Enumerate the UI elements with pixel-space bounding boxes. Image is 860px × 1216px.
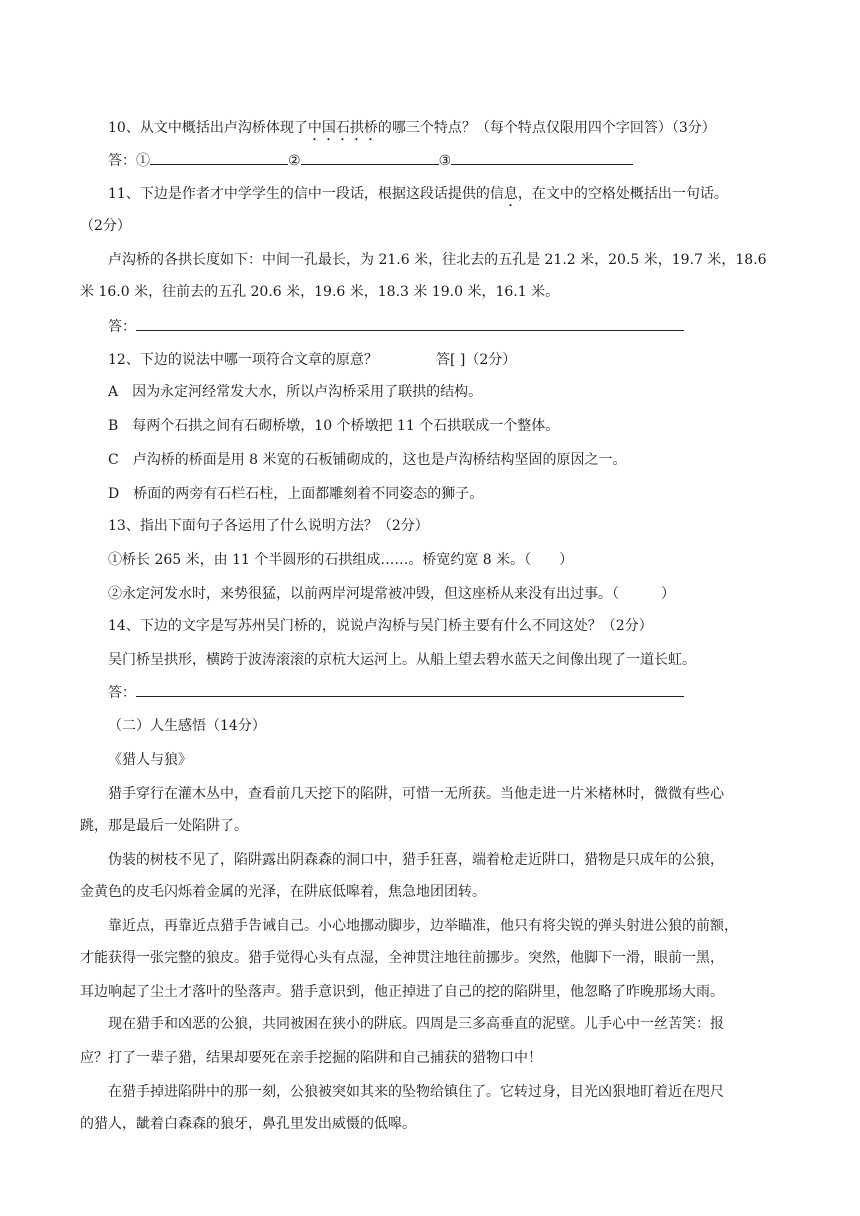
story-line-9: 应？打了一辈子猎，结果却要死在亲手挖掘的陷阱和自己捕获的猎物口中！	[80, 1050, 542, 1066]
option-d: D 桥面的两旁有石栏石柱，上面都雕刻着不同姿态的狮子。	[108, 486, 484, 502]
question-12: 12、下边的说法中哪一项符合文章的原意？	[108, 352, 378, 368]
question-14: 14、下边的文字是写苏州吴门桥的，说说卢沟桥与吴门桥主要有什么不同这处？（2分）	[108, 618, 653, 634]
question-13-sentence-2: ②永定河发水时，来势很猛，以前两岸河堤常被冲毁，但这座桥从来没有出过事。（ ）	[108, 586, 675, 602]
story-line-7: 耳边响起了尘土才落叶的坠落声。猎手意识到，他正掉进了自己的挖的陷阱里，他忽略了昨晚那场大雨。	[80, 984, 724, 1000]
blank-marker-2: ②	[288, 153, 301, 169]
story-line-5: 靠近点，再靠近点猎手告诫自己。小心地挪动脚步，边举瞄准，他只有将尖锐的弹头射进公狼的前额，	[108, 918, 738, 934]
story-line-6: 才能获得一张完整的狼皮。猎手觉得心头有点湿，全神贯注地往前挪步。突然，他脚下一滑，眼前一黑，	[80, 950, 724, 966]
question-10	[108, 118, 716, 144]
question-10-emphasis: 中国石拱桥	[307, 120, 378, 136]
option-b: B 每两个石拱之间有石砌桥墩，10 个桥墩把 11 个石拱联成一个整体。	[108, 418, 560, 434]
blank-marker-1: ①	[136, 153, 150, 169]
question-14-passage: 吴门桥呈拱形，横跨于波涛滚滚的京杭大运河上。从船上望去碧水蓝天之间像出现了一道长虹。	[108, 652, 696, 668]
answer-blank-3[interactable]	[451, 150, 633, 165]
question-11-text-end: ，在文中的空格处概括出一句话。	[517, 186, 728, 202]
question-11-passage-line-2: 米 16.0 米，往前去的五孔 20.6 米，19.6 米，18.3 米 19.0 米，16.1 米。	[80, 284, 560, 300]
story-line-4: 金黄色的皮毛闪烁着金属的光泽，在阱底低嗥着，焦急地团团转。	[80, 884, 486, 900]
question-12-answer-bracket[interactable]: 答[ ]（2分）	[436, 352, 517, 368]
story-line-3: 伪装的树枝不见了，陷阱露出阴森森的洞口中，猎手狂喜，端着枪走近阱口，猎物是只成年的公狼，	[108, 852, 724, 868]
question-11-passage-line-1: 卢沟桥的各拱长度如下：中间一孔最长，为 21.6 米，往北去的五孔是 21.2 米，20.5 米，19.7 米，18.6	[108, 252, 767, 268]
question-13-sentence-1: ①桥长 265 米，由 11 个半圆形的石拱组成……。桥宽约宽 8 米。（ ）	[108, 552, 574, 568]
story-title: 《猎人与狼》	[108, 752, 192, 768]
answer-blank-1[interactable]	[150, 150, 288, 165]
story-line-2: 跳，那是最后一处陷阱了。	[80, 818, 248, 834]
question-14-answer-line	[108, 682, 684, 703]
question-11	[108, 184, 728, 210]
story-line-11: 的猎人，龇着白森森的狼牙，鼻孔里发出威慑的低嗥。	[80, 1116, 416, 1132]
question-10-text-start: 10、从文中概括出卢沟桥体现了	[108, 120, 308, 136]
answer-blank[interactable]	[136, 682, 684, 697]
story-line-10: 在猎手掉进陷阱中的那一刻，公狼被突如其来的坠物给镇住了。它转过身，目光凶狠地盯着近在咫尺	[108, 1084, 724, 1100]
answer-blank-2[interactable]	[301, 150, 439, 165]
answer-label: 答：	[108, 685, 136, 701]
story-line-1: 猎手穿行在灌木丛中，查看前几天挖下的陷阱，可惜一无所获。当他走进一片米楮林时，微微有些心	[108, 786, 724, 802]
answer-blank[interactable]	[136, 316, 684, 331]
section-heading: （二）人生感悟（14分）	[108, 718, 266, 734]
question-13: 13、指出下面句子各运用了什么说明方法？（2分）	[108, 518, 429, 534]
option-c: C 卢沟桥的桥面是用 8 米宽的石板铺砌成的，这也是卢沟桥结构坚固的原因之一。	[108, 452, 627, 468]
blank-marker-3: ③	[438, 153, 452, 169]
question-10-text-end: 的哪三个特点？（每个特点仅限用四个字回答）（3分）	[377, 120, 716, 136]
question-11-text-start: 11、下边是作者才中学学生的信中一段话，根据这段话提供的信	[108, 186, 504, 202]
question-11-emphasis: 息	[503, 186, 518, 202]
story-line-8: 现在猎手和凶恶的公狼，共同被困在狭小的阱底。四周是三多高垂直的泥壁。儿手心中一丝苦笑：报	[108, 1016, 724, 1032]
question-10-answer-line	[108, 150, 633, 171]
question-11-score: （2分）	[80, 218, 131, 234]
question-11-answer-line	[108, 316, 684, 337]
answer-label: 答：	[108, 319, 136, 335]
option-a: A 因为永定河经常发大水，所以卢沟桥采用了联拱的结构。	[108, 384, 483, 400]
answer-label: 答：	[108, 153, 136, 169]
